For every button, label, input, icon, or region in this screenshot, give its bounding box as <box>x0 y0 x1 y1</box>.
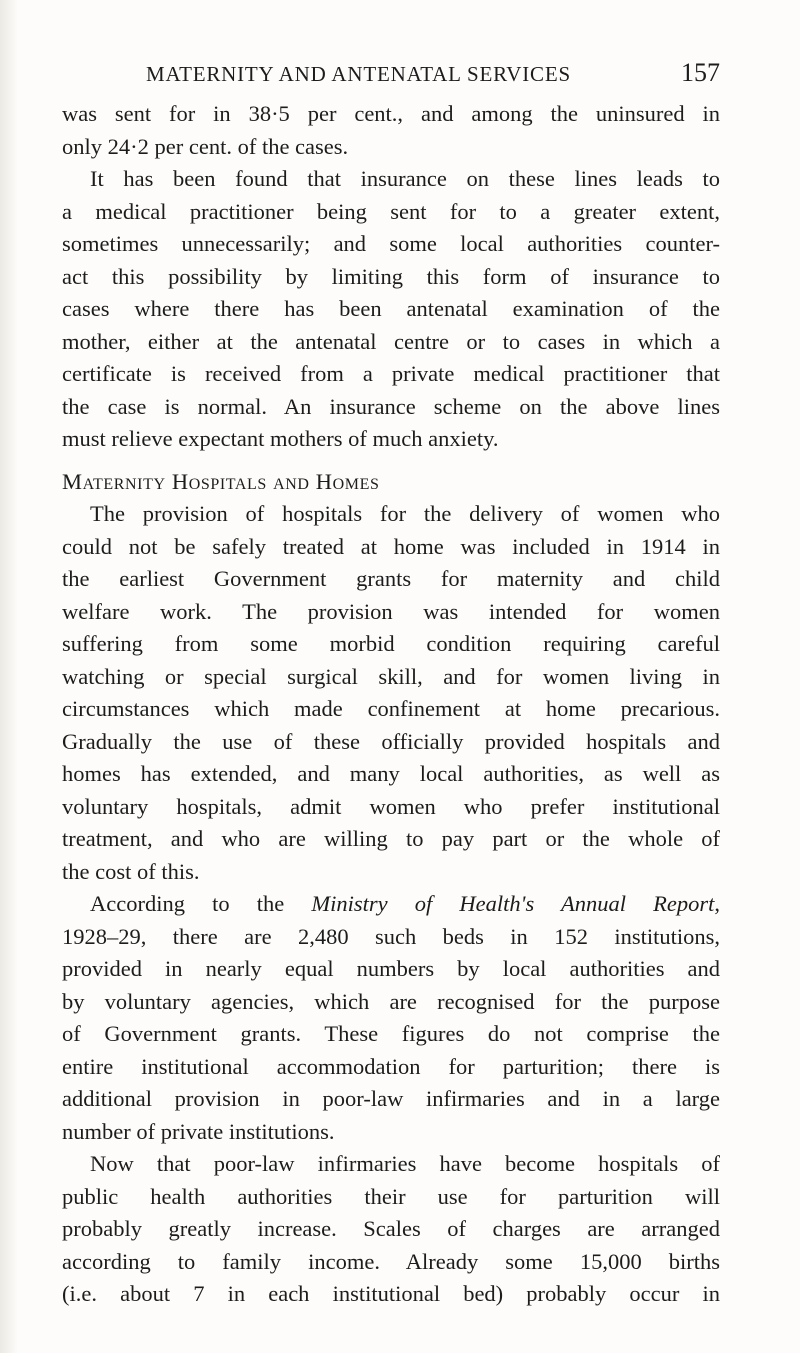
running-head <box>60 58 720 94</box>
text-line: voluntary hospitals, admit women who prefer institutional <box>62 793 720 819</box>
running-title: MATERNITY AND ANTENATAL SERVICES <box>146 62 571 86</box>
text-line: homes has extended, and many local authorities, as well as <box>62 761 720 786</box>
text-line: circumstances which made confinement at home precarious. <box>62 696 720 721</box>
text-line: could not be safely treated at home was included in 1914 in <box>62 533 720 559</box>
text-line: sometimes unnecessarily; and some local authorities counter- <box>62 231 720 256</box>
text-line: was sent for in 38·5 per cent., and among the uninsured in <box>62 101 720 126</box>
text-line: number of private institutions. <box>62 1118 335 1144</box>
text-line: a medical practitioner being sent for to a greater extent, <box>62 198 720 224</box>
paragraph-1 <box>62 98 720 163</box>
text-line: The provision of hospitals for the delivery of women who <box>90 501 720 526</box>
text-line: cases where there has been antenatal examination of the <box>62 296 720 321</box>
text-line: only 24·2 per cent. of the cases. <box>62 133 349 159</box>
citation-trail: , <box>714 891 720 916</box>
text-line: provided in nearly equal numbers by local authorities and <box>62 956 720 981</box>
text-line: according to family income. Already some 15,000 births <box>62 1248 720 1274</box>
section-heading: Maternity Hospitals and Homes <box>62 468 380 494</box>
text-line: act this possibility by limiting this form of insurance to <box>62 263 720 289</box>
paragraph-3 <box>62 498 720 888</box>
text-line: Now that poor-law infirmaries have become hospitals of <box>90 1151 720 1176</box>
text-line: suffering from some morbid condition requiring careful <box>62 631 720 656</box>
text-line: mother, either at the antenatal centre or to cases in which a <box>62 328 720 354</box>
text-line: treatment, and who are willing to pay part or the whole of <box>62 826 720 851</box>
paragraph-4 <box>62 888 720 1148</box>
text-line <box>62 888 720 921</box>
page-number: 157 <box>681 58 720 87</box>
citation-title: Ministry of Health's Annual Report <box>311 891 715 916</box>
text-line: entire institutional accommodation for parturition; there is <box>62 1053 720 1079</box>
text-line: by voluntary agencies, which are recognised for the purpose <box>62 988 720 1014</box>
text-line: Gradually the use of these officially provided hospitals and <box>62 728 720 754</box>
text-line: the cost of this. <box>62 858 200 884</box>
text-line: It has been found that insurance on these lines leads to <box>90 166 720 191</box>
text-line: watching or special surgical skill, and for women living in <box>62 663 720 689</box>
text-line: probably greatly increase. Scales of charges are arranged <box>62 1216 720 1241</box>
text-line: must relieve expectant mothers of much anxiety. <box>62 426 499 451</box>
paragraph-2 <box>62 163 720 456</box>
text-line: certificate is received from a private medical practitioner that <box>62 361 720 386</box>
text-line: of Government grants. These figures do not comprise the <box>62 1021 720 1046</box>
body-text <box>62 98 720 1311</box>
text-line: public health authorities their use for parturition will <box>62 1183 720 1209</box>
text-line: 1928–29, there are 2,480 such beds in 152 institutions, <box>62 923 720 949</box>
text-line: (i.e. about 7 in each institutional bed) probably occur in <box>62 1281 720 1306</box>
text-line: the case is normal. An insurance scheme on the above lines <box>62 393 720 419</box>
citation-lead: According to the <box>90 891 312 916</box>
text-line: additional provision in poor-law infirmaries and in a large <box>62 1086 720 1111</box>
page-edge-shadow <box>0 0 18 1353</box>
paragraph-5 <box>62 1148 720 1311</box>
text-line: welfare work. The provision was intended for women <box>62 598 720 624</box>
text-line: the earliest Government grants for maternity and child <box>62 566 720 591</box>
